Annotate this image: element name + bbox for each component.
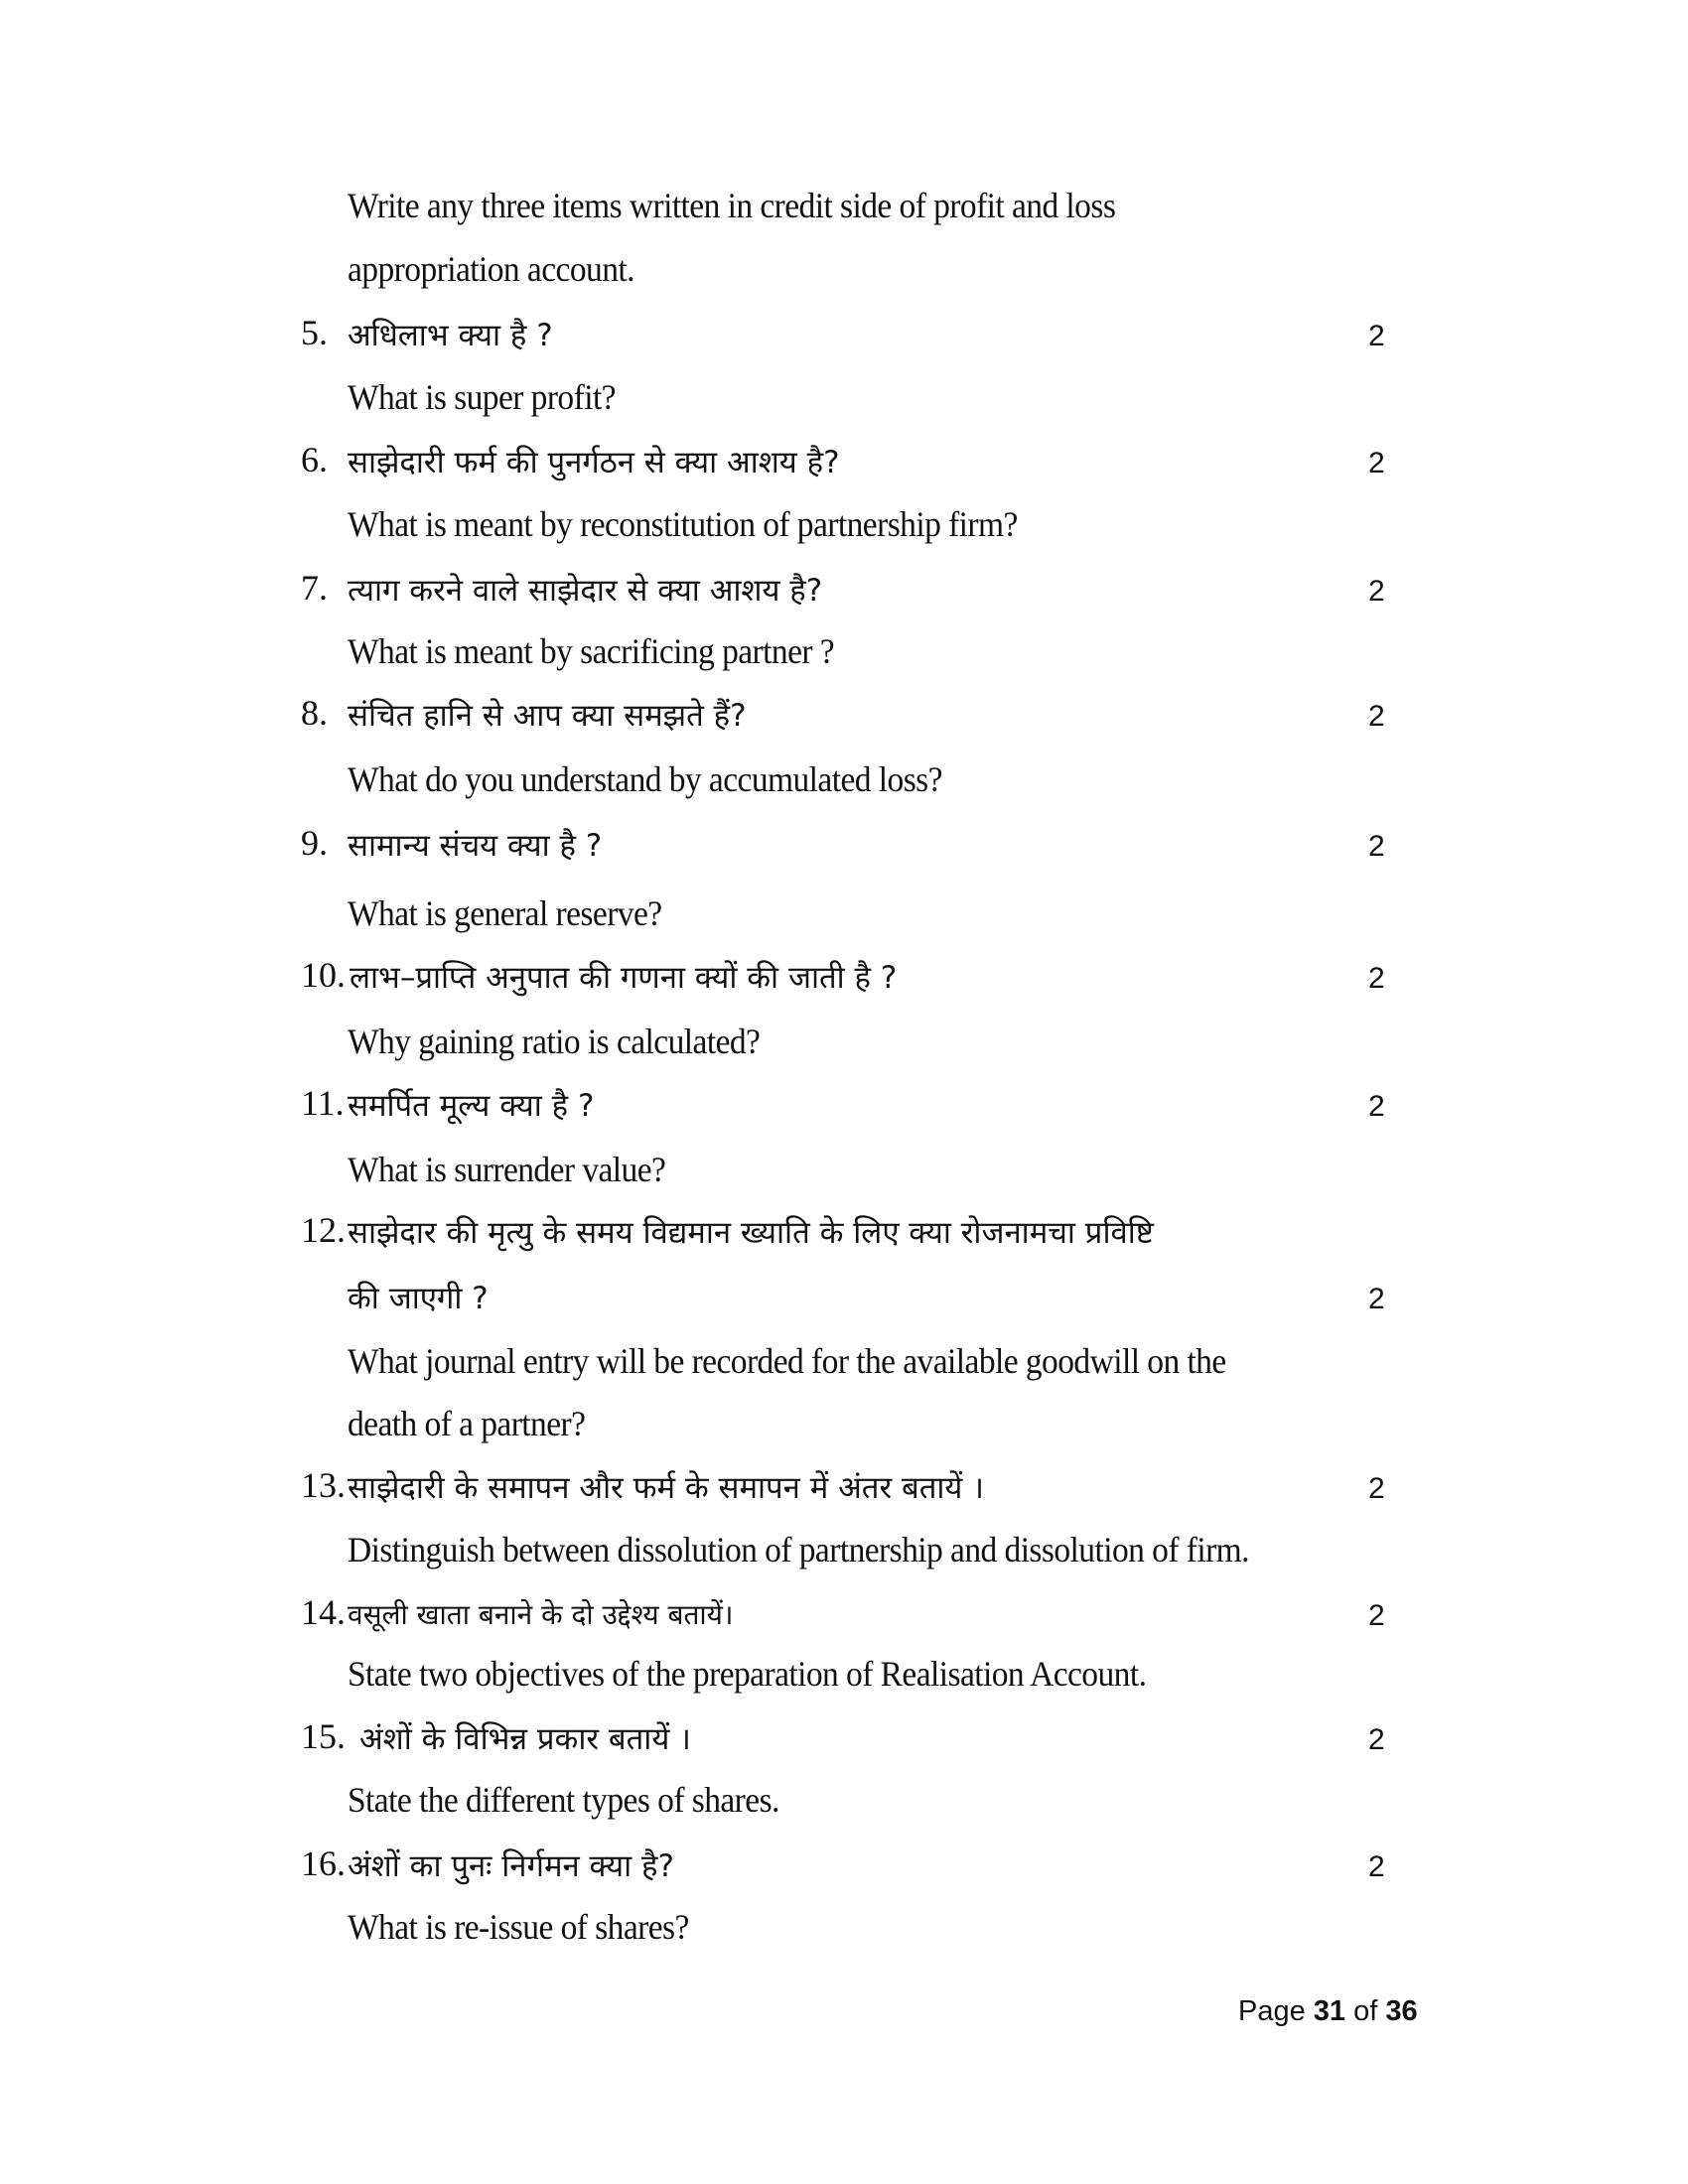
question-english: What journal entry will be recorded for the available goodwill on the (348, 1341, 1226, 1381)
question-hindi: अंशों का पुनः निर्गमन क्या है? (348, 1848, 674, 1884)
question-hindi: साझेदार की मृत्यु के समय विद्यमान ख्याति के लिए क्या रोजनामचा प्रविष्टि (348, 1215, 1154, 1251)
question-marks: 2 (1368, 700, 1385, 733)
question-marks: 2 (1368, 447, 1385, 479)
question-english: What is re-issue of shares? (348, 1907, 689, 1947)
question-number: 16. (301, 1843, 346, 1883)
question-hindi: लाभ–प्राप्ति अनुपात की गणना क्यों की जाती है ? (350, 960, 898, 996)
question-english: What is meant by reconstitution of partnership firm? (348, 504, 1018, 544)
question-hindi: अंशों के विभिन्न प्रकार बतायें । (359, 1721, 691, 1757)
question-number: 13. (301, 1465, 346, 1505)
question-number: 7. (301, 568, 328, 608)
question-marks: 2 (1368, 1283, 1385, 1315)
page-footer (1238, 1995, 1418, 2028)
question-marks: 2 (1368, 320, 1385, 352)
question-number: 11. (301, 1083, 345, 1123)
question-marks: 2 (1368, 1850, 1385, 1883)
question-marks: 2 (1368, 1472, 1385, 1505)
question-marks: 2 (1368, 575, 1385, 608)
question-english-line2: death of a partner? (348, 1404, 586, 1443)
question-hindi: समर्पित मूल्य क्या है ? (348, 1088, 595, 1124)
question-hindi-line2: की जाएगी ? (348, 1281, 489, 1316)
question-marks: 2 (1368, 1599, 1385, 1632)
question-hindi: त्याग करने वाले साझेदार से क्या आशय है? (348, 573, 823, 609)
question-marks: 2 (1368, 830, 1385, 863)
question-number: 12. (301, 1210, 346, 1250)
question-number: 5. (301, 313, 328, 352)
question-hindi: वसूली खाता बनाने के दो उद्देश्य बतायें। (348, 1598, 734, 1631)
current-page-number: 31 (1313, 1995, 1346, 2027)
question-english: What is super profit? (348, 377, 616, 417)
question-number: 9. (301, 823, 328, 863)
question-number: 14. (301, 1592, 346, 1632)
question-hindi: अधिलाभ क्या है ? (348, 318, 553, 353)
question-english: State two objectives of the preparation of Realisation Account. (348, 1654, 1147, 1694)
question-marks: 2 (1368, 1723, 1385, 1756)
question-marks: 2 (1368, 962, 1385, 995)
question-number: 6. (301, 440, 328, 479)
total-pages-number: 36 (1385, 1995, 1418, 2027)
question-number: 8. (301, 693, 328, 733)
of-label: of (1353, 1995, 1378, 2027)
question-english: State the different types of shares. (348, 1780, 779, 1820)
question-english: Distinguish between dissolution of partnership and dissolution of firm. (348, 1530, 1249, 1570)
question-hindi: संचित हानि से आप क्या समझते हैं? (348, 698, 747, 734)
question-hindi: साझेदारी फर्म की पुनर्गठन से क्या आशय है? (348, 445, 840, 480)
question-english: What is surrender value? (348, 1150, 666, 1189)
question-english: Why gaining ratio is calculated? (348, 1022, 761, 1061)
intro-en-line1: Write any three items written in credit side of profit and loss (348, 186, 1116, 225)
page-label: Page (1238, 1995, 1306, 2027)
question-hindi: सामान्य संचय क्या है ? (348, 828, 603, 864)
question-english: What is meant by sacrificing partner ? (348, 631, 835, 671)
question-number: 10. (301, 955, 346, 995)
question-english: What is general reserve? (348, 893, 662, 933)
question-number: 15. (301, 1716, 346, 1756)
question-english: What do you understand by accumulated loss? (348, 759, 942, 799)
question-hindi: साझेदारी के समापन और फर्म के समापन में अंतर बतायें । (348, 1470, 984, 1506)
question-marks: 2 (1368, 1090, 1385, 1123)
intro-en-line2: appropriation account. (348, 249, 634, 289)
